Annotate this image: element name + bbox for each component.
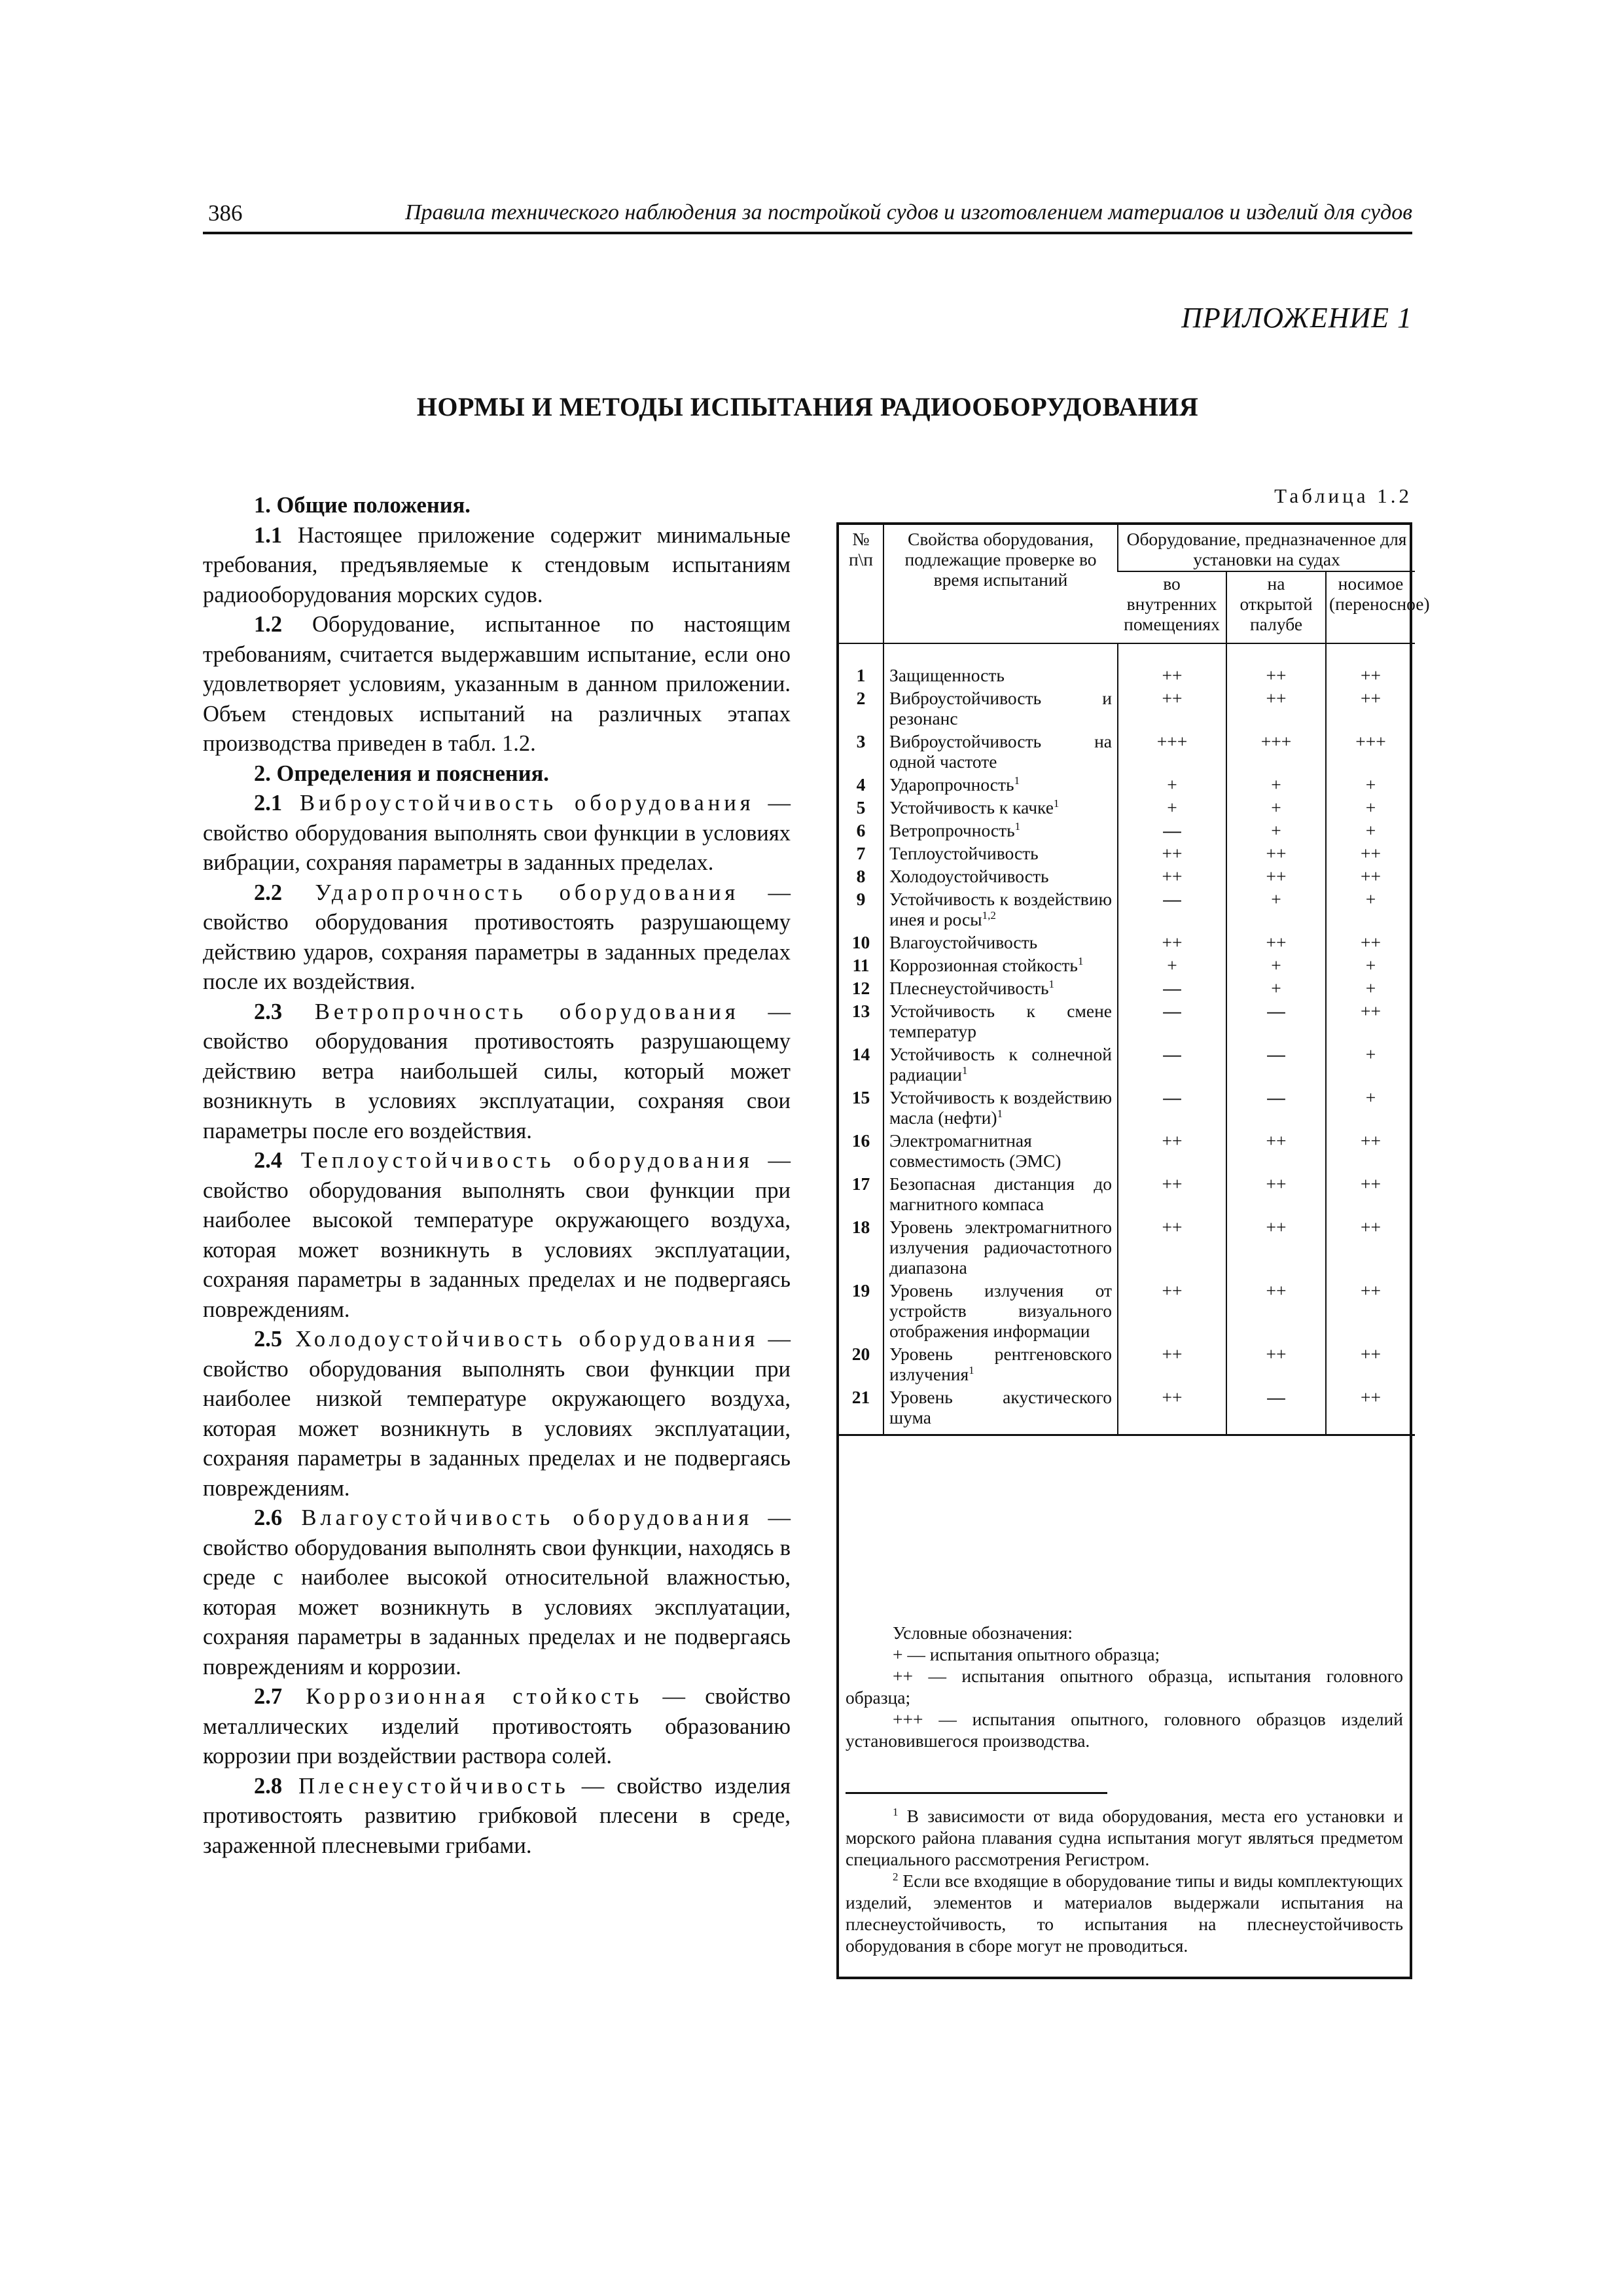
table-row bbox=[839, 796, 1415, 819]
footnote-ref: 1 bbox=[1077, 954, 1084, 967]
property-cell bbox=[883, 842, 1118, 865]
header-number: № п\п bbox=[839, 525, 883, 643]
property-cell bbox=[883, 1342, 1118, 1386]
mark-cell-b: ++ bbox=[1226, 1215, 1326, 1279]
footnote-text: В зависимости от вида оборудования, места его установки и морского района плавания судна испытания могут являться предметом специального рассмотрения Регистром. bbox=[846, 1806, 1403, 1869]
clause-number: 2.2 bbox=[254, 880, 283, 905]
footnote-ref: 1 bbox=[1053, 797, 1060, 810]
footnote-ref: 1,2 bbox=[982, 908, 996, 922]
clause-text: — свойство оборудования противостоять разрушающему действию ветра наибольшей силы, который может возникнуть в условиях эксплуатации, сохраняя свои параметры после его воздействия. bbox=[203, 999, 791, 1143]
mark-cell-b: — bbox=[1226, 1043, 1326, 1086]
mark-cell-c: + bbox=[1326, 1043, 1415, 1086]
property-name: Коррозионная стойкость bbox=[889, 955, 1078, 975]
clause-text: — свойство металлических изделий противостоять образованию коррозии при воздействии раствора солей. bbox=[203, 1684, 791, 1768]
table-row bbox=[839, 1215, 1415, 1279]
table-row bbox=[839, 664, 1415, 687]
property-cell bbox=[883, 865, 1118, 888]
mark-cell-a: ++ bbox=[1118, 664, 1226, 687]
row-number: 9 bbox=[856, 889, 866, 909]
table-row bbox=[839, 1172, 1415, 1215]
mark-cell-b: ++ bbox=[1226, 1172, 1326, 1215]
row-number: 11 bbox=[852, 955, 870, 975]
definition-paragraph bbox=[203, 997, 791, 1147]
row-number: 7 bbox=[856, 843, 866, 863]
table-row bbox=[839, 1279, 1415, 1342]
property-cell bbox=[883, 773, 1118, 796]
mark-cell-c: + bbox=[1326, 819, 1415, 842]
footnote-ref: 1 bbox=[1048, 977, 1055, 990]
property-name: Уровень электромагнитного излучения радиочастотного диапазона bbox=[889, 1217, 1112, 1278]
mark-cell-c: + bbox=[1326, 888, 1415, 931]
property-name: Виброустойчивость и резонанс bbox=[889, 688, 1112, 728]
property-name: Устойчивость к солнечной радиации bbox=[889, 1044, 1112, 1085]
mark-cell-a: — bbox=[1118, 999, 1226, 1043]
property-cell bbox=[883, 1086, 1118, 1129]
table-legend bbox=[839, 1622, 1410, 1751]
footnote-mark: 1 bbox=[893, 1805, 899, 1818]
mark-cell-c: ++ bbox=[1326, 1129, 1415, 1172]
property-name: Плеснеустойчивость bbox=[889, 978, 1049, 998]
spacer-cell bbox=[1326, 643, 1415, 664]
row-number: 6 bbox=[856, 820, 866, 840]
mark-cell-b: +++ bbox=[1226, 730, 1326, 773]
footnote-ref: 1 bbox=[1014, 819, 1021, 833]
row-number: 21 bbox=[839, 1386, 883, 1435]
row-number: 3 bbox=[856, 731, 866, 751]
property-cell bbox=[883, 977, 1118, 999]
mark-cell-b: ++ bbox=[1226, 931, 1326, 954]
property-cell bbox=[883, 687, 1118, 730]
mark-cell-a: ++ bbox=[1118, 687, 1226, 730]
header-portable: носимое (переносное) bbox=[1326, 571, 1415, 643]
mark-cell-c: ++ bbox=[1326, 1342, 1415, 1386]
clause-text: — свойство оборудования выполнять свои функции при наиболее высокой температуре окружающего воздуха, которая может возникнуть в условиях эксплуатации, сохраняя параметры в заданных пределах и не подвергаясь повреждениям. bbox=[203, 1148, 791, 1322]
mark-cell-b: + bbox=[1226, 819, 1326, 842]
clause-number: 1.2 bbox=[254, 612, 283, 637]
table-row bbox=[839, 1043, 1415, 1086]
table-row bbox=[839, 931, 1415, 954]
row-number: 14 bbox=[851, 1044, 870, 1064]
definition-paragraph bbox=[203, 878, 791, 997]
mark-cell-b: + bbox=[1226, 954, 1326, 977]
header-inside: во внутренних помещениях bbox=[1118, 571, 1226, 643]
property-cell bbox=[883, 1129, 1118, 1172]
table-row bbox=[839, 730, 1415, 773]
mark-cell-a: + bbox=[1118, 796, 1226, 819]
mark-cell-a: ++ bbox=[1118, 865, 1226, 888]
mark-cell-c: + bbox=[1326, 773, 1415, 796]
mark-cell-c: ++ bbox=[1326, 1172, 1415, 1215]
footnote-ref: 1 bbox=[962, 1064, 968, 1077]
mark-cell-a: — bbox=[1118, 1043, 1226, 1086]
table-row bbox=[839, 842, 1415, 865]
mark-cell-c: ++ bbox=[1326, 664, 1415, 687]
mark-cell-c: + bbox=[1326, 977, 1415, 999]
clause-number: 2.7 bbox=[254, 1684, 283, 1709]
property-name: Ударопрочность bbox=[889, 774, 1014, 795]
header-deck: на открытой палубе bbox=[1226, 571, 1326, 643]
mark-cell-a: + bbox=[1118, 954, 1226, 977]
definition-paragraph bbox=[203, 1682, 791, 1772]
mark-cell-c: ++ bbox=[1326, 931, 1415, 954]
mark-cell-a: ++ bbox=[1118, 1279, 1226, 1342]
property-name: Ветропрочность bbox=[889, 820, 1015, 840]
table-caption: Таблица 1.2 bbox=[1274, 484, 1412, 507]
mark-cell-c: + bbox=[1326, 796, 1415, 819]
property-name: Устойчивость к смене температур bbox=[889, 1001, 1112, 1041]
defined-term: Теплоустойчивость оборудования bbox=[282, 1148, 753, 1173]
mark-cell-b: — bbox=[1226, 1386, 1326, 1435]
table-row bbox=[839, 999, 1415, 1043]
row-number: 19 bbox=[851, 1280, 870, 1300]
legend-line: +++ — испытания опытного, головного образцов изделий установившегося производства. bbox=[846, 1709, 1403, 1751]
mark-cell-c: +++ bbox=[1326, 730, 1415, 773]
row-number: 5 bbox=[856, 797, 866, 817]
property-name: Устойчивость к качке bbox=[889, 797, 1054, 817]
clause-text: — свойство оборудования выполнять свои функции, находясь в среде с наиболее высокой относительной влажностью, которая может возникнуть в условиях эксплуатации, сохраняя параметры в заданных пределах и не подвергаясь повреждениям и коррозии. bbox=[203, 1505, 791, 1679]
mark-cell-c: + bbox=[1326, 1086, 1415, 1129]
footnote-ref: 1 bbox=[969, 1363, 974, 1376]
property-cell bbox=[883, 819, 1118, 842]
mark-cell-b: — bbox=[1226, 999, 1326, 1043]
row-number: 18 bbox=[851, 1217, 870, 1237]
property-name: Уровень акустического шума bbox=[889, 1387, 1112, 1427]
legend-line: ++ — испытания опытного образца, испытания головного образца; bbox=[846, 1666, 1403, 1708]
page-number: 386 bbox=[208, 200, 243, 226]
mark-cell-c: + bbox=[1326, 954, 1415, 977]
clause-number: 2.6 bbox=[254, 1505, 283, 1530]
property-name: Безопасная дистанция до магнитного компаса bbox=[889, 1174, 1112, 1214]
clause-number: 2.8 bbox=[254, 1773, 283, 1799]
mark-cell-c: ++ bbox=[1326, 1386, 1415, 1435]
spacer-cell bbox=[1226, 643, 1326, 664]
mark-cell-a: ++ bbox=[1118, 1342, 1226, 1386]
mark-cell-a: ++ bbox=[1118, 1129, 1226, 1172]
row-number: 1 bbox=[856, 665, 866, 685]
property-name: Электромагнитная совместимость (ЭМС) bbox=[889, 1130, 1061, 1171]
table-row bbox=[839, 687, 1415, 730]
clause-number: 2.4 bbox=[254, 1148, 283, 1173]
property-cell bbox=[883, 796, 1118, 819]
clause-text: Оборудование, испытанное по настоящим требованиям, считается выдержавшим испытание, если оно удовлетворяет условиям, указанным в данном приложении. Объем стендовых испытаний на различных этапах производства приведен в табл. 1.2. bbox=[203, 612, 791, 756]
mark-cell-a: ++ bbox=[1118, 931, 1226, 954]
defined-term: Ветропрочность оборудования bbox=[282, 999, 740, 1024]
property-cell bbox=[883, 1279, 1118, 1342]
mark-cell-a: — bbox=[1118, 1086, 1226, 1129]
clause-text: — свойство оборудования противостоять разрушающему действию ударов, сохраняя параметры в заданных пределах после их воздействия. bbox=[203, 880, 791, 994]
footnote-text: Если все входящие в оборудование типы и виды комплектующих изделий, элементов и материалов выдержали испытания на плеснеустойчивость, то испытания на плеснеустойчивость оборудования в сборе могут не проводиться. bbox=[846, 1871, 1403, 1956]
clause-number: 2.5 bbox=[254, 1327, 283, 1352]
clause-text: — свойство оборудования выполнять свои функции при наиболее низкой температуре окружающего воздуха, которая может возникнуть в условиях эксплуатации, сохраняя параметры в заданных пределах и не подвергаясь повреждениям. bbox=[203, 1327, 791, 1501]
mark-cell-c: ++ bbox=[1326, 1215, 1415, 1279]
mark-cell-c: ++ bbox=[1326, 687, 1415, 730]
mark-cell-b: + bbox=[1226, 977, 1326, 999]
spacer-cell bbox=[883, 643, 1118, 664]
property-cell bbox=[883, 999, 1118, 1043]
section-heading-1: 1. Общие положения. bbox=[254, 493, 471, 518]
mark-cell-b: ++ bbox=[1226, 1342, 1326, 1386]
property-cell bbox=[883, 664, 1118, 687]
table-row bbox=[839, 1086, 1415, 1129]
footnote bbox=[846, 1870, 1403, 1956]
property-cell bbox=[883, 931, 1118, 954]
mark-cell-b: ++ bbox=[1226, 1279, 1326, 1342]
mark-cell-a: + bbox=[1118, 773, 1226, 796]
row-number: 10 bbox=[851, 932, 870, 952]
clause-text: — свойство изделия противостоять развитию грибковой плесени в среде, зараженной плесневыми грибами. bbox=[203, 1773, 791, 1858]
property-cell bbox=[883, 1215, 1118, 1279]
footnote-ref: 1 bbox=[1014, 774, 1020, 787]
mark-cell-c: ++ bbox=[1326, 1279, 1415, 1342]
row-number: 15 bbox=[851, 1087, 870, 1107]
table-row bbox=[839, 1342, 1415, 1386]
mark-cell-b: ++ bbox=[1226, 1129, 1326, 1172]
mark-cell-c: ++ bbox=[1326, 842, 1415, 865]
table-row bbox=[839, 888, 1415, 931]
row-number: 8 bbox=[856, 866, 866, 886]
mark-cell-b: — bbox=[1226, 1086, 1326, 1129]
property-cell bbox=[883, 1172, 1118, 1215]
property-name: Холодоустойчивость bbox=[889, 866, 1049, 886]
mark-cell-a: +++ bbox=[1118, 730, 1226, 773]
running-title: Правила технического наблюдения за постройкой судов и изготовлением материалов и изделий для судов bbox=[404, 200, 1412, 224]
mark-cell-b: ++ bbox=[1226, 664, 1326, 687]
body-text-column bbox=[203, 491, 791, 1861]
clause-number: 2.3 bbox=[254, 999, 283, 1024]
row-number: 16 bbox=[851, 1130, 870, 1151]
paragraph-1-1 bbox=[203, 521, 791, 611]
definition-paragraph bbox=[203, 1146, 791, 1325]
page-title: НОРМЫ И МЕТОДЫ ИСПЫТАНИЯ РАДИООБОРУДОВАНИЯ bbox=[416, 392, 1199, 422]
property-cell bbox=[883, 1386, 1118, 1435]
table-row bbox=[839, 819, 1415, 842]
row-number: 2 bbox=[856, 688, 866, 708]
property-cell bbox=[883, 1043, 1118, 1086]
row-number: 4 bbox=[856, 774, 866, 795]
property-name: Влагоустойчивость bbox=[889, 932, 1038, 952]
property-name: Устойчивость к воздействию инея и росы bbox=[889, 889, 1112, 929]
mark-cell-b: ++ bbox=[1226, 842, 1326, 865]
defined-term: Холодоустойчивость оборудования bbox=[282, 1327, 759, 1352]
clause-number: 2.1 bbox=[254, 791, 283, 816]
clause-number: 1.1 bbox=[254, 522, 283, 548]
legend-heading: Условные обозначения: bbox=[893, 1623, 1073, 1643]
header-property: Свойства оборудования, подлежащие проверке во время испытаний bbox=[883, 525, 1118, 643]
mark-cell-c: ++ bbox=[1326, 865, 1415, 888]
clause-text: — свойство оборудования выполнять свои функции в условиях вибрации, сохраняя параметры в заданных пределах. bbox=[203, 791, 791, 875]
table-row bbox=[839, 865, 1415, 888]
mark-cell-a: ++ bbox=[1118, 1215, 1226, 1279]
mark-cell-c: ++ bbox=[1326, 999, 1415, 1043]
footnote-mark: 2 bbox=[893, 1870, 899, 1883]
property-cell bbox=[883, 888, 1118, 931]
defined-term: Виброустойчивость оборудования bbox=[282, 791, 755, 816]
paragraph-1-2 bbox=[203, 610, 791, 759]
section-heading-2: 2. Определения и пояснения. bbox=[254, 761, 549, 786]
property-name: Защищенность bbox=[889, 665, 1005, 685]
table-body bbox=[839, 643, 1415, 1435]
row-number: 20 bbox=[851, 1344, 870, 1364]
annex-label: ПРИЛОЖЕНИЕ 1 bbox=[1181, 302, 1412, 334]
definition-paragraph bbox=[203, 789, 791, 878]
mark-cell-a: ++ bbox=[1118, 1172, 1226, 1215]
definitions-list bbox=[203, 789, 791, 1861]
running-header bbox=[203, 198, 1412, 234]
property-name: Теплоустойчивость bbox=[889, 843, 1039, 863]
row-number: 17 bbox=[851, 1174, 870, 1194]
table-footnotes bbox=[839, 1805, 1410, 1956]
mark-cell-b: + bbox=[1226, 888, 1326, 931]
defined-term: Плеснеустойчивость bbox=[282, 1773, 569, 1799]
row-number: 13 bbox=[851, 1001, 870, 1021]
table-row bbox=[839, 1386, 1415, 1435]
mark-cell-a: — bbox=[1118, 977, 1226, 999]
mark-cell-a: ++ bbox=[1118, 842, 1226, 865]
mark-cell-a: ++ bbox=[1118, 1386, 1226, 1435]
mark-cell-b: + bbox=[1226, 773, 1326, 796]
property-name: Устойчивость к воздействию масла (нефти) bbox=[889, 1087, 1112, 1128]
mark-cell-a: — bbox=[1118, 888, 1226, 931]
defined-term: Ударопрочность оборудования bbox=[282, 880, 740, 905]
table-row bbox=[839, 977, 1415, 999]
table-spacer-row bbox=[839, 643, 1415, 664]
property-name: Виброустойчивость на одной частоте bbox=[889, 731, 1112, 772]
test-methods-table bbox=[839, 525, 1430, 1436]
defined-term: Влагоустойчивость оборудования bbox=[282, 1505, 753, 1530]
table-frame bbox=[836, 522, 1430, 1979]
footnote bbox=[846, 1805, 1403, 1870]
table-row bbox=[839, 1129, 1415, 1172]
legend-line: + — испытания опытного образца; bbox=[893, 1644, 1160, 1664]
defined-term: Коррозионная стойкость bbox=[282, 1684, 643, 1709]
property-name: Уровень излучения от устройств визуального отображения информации bbox=[889, 1280, 1112, 1341]
header-equipment: Оборудование, предназначенное для установки на судах bbox=[1118, 525, 1415, 571]
definition-paragraph bbox=[203, 1772, 791, 1861]
definition-paragraph bbox=[203, 1503, 791, 1682]
spacer-cell bbox=[1118, 643, 1226, 664]
property-name: Уровень рентгеновского излучения bbox=[889, 1344, 1112, 1384]
mark-cell-b: + bbox=[1226, 796, 1326, 819]
clause-text: Настоящее приложение содержит минимальные требования, предъявляемые к стендовым испытаниям радиооборудования морских судов. bbox=[203, 522, 791, 607]
footnote-separator bbox=[846, 1792, 1107, 1794]
property-cell bbox=[883, 730, 1118, 773]
spacer-cell bbox=[839, 643, 883, 664]
property-cell bbox=[883, 954, 1118, 977]
table-row bbox=[839, 773, 1415, 796]
table-row bbox=[839, 954, 1415, 977]
row-number: 12 bbox=[851, 978, 870, 998]
mark-cell-b: ++ bbox=[1226, 865, 1326, 888]
definition-paragraph bbox=[203, 1325, 791, 1503]
mark-cell-b: ++ bbox=[1226, 687, 1326, 730]
mark-cell-a: — bbox=[1118, 819, 1226, 842]
footnote-ref: 1 bbox=[997, 1107, 1003, 1120]
